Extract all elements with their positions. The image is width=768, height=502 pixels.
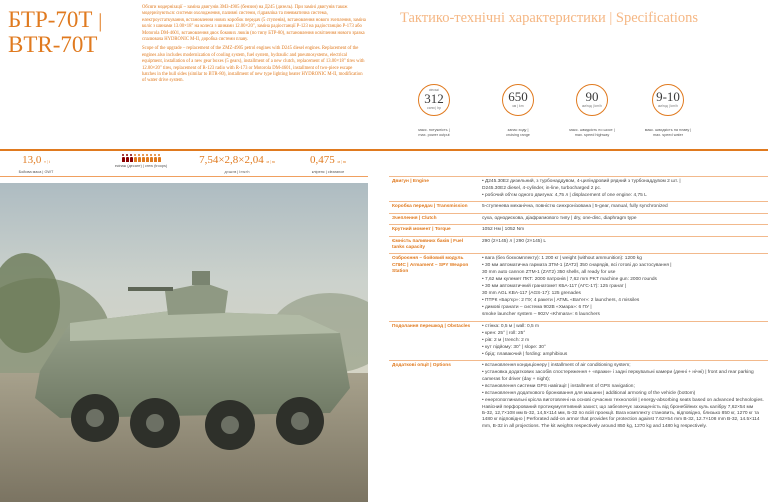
spec-value bbox=[479, 202, 768, 212]
spec-circle-label-en: max. speed water bbox=[653, 133, 683, 137]
spec-line: • вага (без боєкомплекту): 1 200 кг | weight (without ammunition): 1200 kg bbox=[482, 256, 642, 262]
spec-line: • встановлення системи GPS навігації | installment of GPS navigation; bbox=[482, 383, 635, 389]
spec-value bbox=[479, 214, 768, 224]
stats-bottom-rule bbox=[0, 176, 368, 177]
troop-person-icon bbox=[146, 154, 149, 162]
stat-clearance-unit: м | m bbox=[337, 159, 346, 164]
spec-line: • кут підйому: 30° | slope: 30° bbox=[482, 344, 546, 350]
spec-row bbox=[389, 253, 768, 320]
spec-row bbox=[389, 360, 768, 432]
stat-dimensions-value: 7,54×2,8×2,04 bbox=[199, 154, 264, 166]
stat-crew-label: екіпаж (десант) | crew (troops) bbox=[114, 164, 168, 168]
troop-person-icon bbox=[134, 154, 137, 162]
spec-line: • ПТРК «Бар'єр»: 2 ПУ, 4 ракети | ATML «Bar'er»: 2 launchers, 4 missiles bbox=[482, 298, 640, 304]
title-en: BTR-70T bbox=[8, 32, 98, 57]
btr-vehicle-image bbox=[0, 183, 368, 502]
stat-clearance-value: 0,475 bbox=[310, 154, 335, 166]
spec-key: Зчеплення | Clutch bbox=[392, 215, 437, 221]
stat-weight-unit: т | t bbox=[44, 159, 50, 164]
spec-value bbox=[479, 361, 768, 432]
spec-line: • встановлення кондиціонеру | installment of air conditioning system; bbox=[482, 363, 631, 369]
spec-line: • рів: 2 м | trench: 2 m bbox=[482, 337, 530, 343]
troop-person-icon bbox=[138, 154, 141, 162]
stat-crew bbox=[96, 154, 186, 168]
stat-dimensions-unit: м | m bbox=[266, 159, 275, 164]
spec-value bbox=[479, 322, 768, 360]
spec-circle-value: 650 bbox=[508, 89, 528, 104]
spec-heading: Тактико-технічні характеристики | Specifications bbox=[400, 10, 699, 26]
spec-value bbox=[479, 177, 768, 201]
crew-person-icon bbox=[126, 154, 129, 162]
stat-clearance bbox=[296, 154, 360, 174]
spec-key: Ємність паливних баків | Fuel tanks capacity bbox=[392, 238, 464, 251]
spec-row bbox=[389, 176, 768, 201]
spec-value bbox=[479, 225, 768, 235]
spec-circle-unit: км | km bbox=[512, 104, 524, 108]
stat-dimensions-label: д×ш×в | l×w×h bbox=[224, 170, 250, 174]
spec-line: • димові гранати – система 902В «Хмара»: 6 ПУ | bbox=[482, 305, 592, 311]
spec-circle-unit: км/год | km/h bbox=[582, 104, 602, 108]
spec-row bbox=[389, 236, 768, 254]
troop-person-icon bbox=[158, 154, 161, 162]
spec-circle-value: 312 bbox=[424, 91, 444, 106]
spec-line: 30 mm auto cannon ZTM-1 (ZAT2) 350 shells, all ready for use bbox=[482, 270, 616, 276]
spec-line: • 30 мм автоматичний гранатомет КБА-117 (АГС-17): 125 гранат | bbox=[482, 284, 627, 290]
spec-line: • Д245.30Е2 дизельний, з турбонаддувом, 4-циліндровий рядний з турбонаддувом 2 шт. | bbox=[482, 179, 681, 184]
crew-person-icon bbox=[122, 154, 125, 162]
spec-row bbox=[389, 321, 768, 360]
spec-line: • енергопоглинальні крісла виготовлені на основі сучасних технологій | energy-absorbing seats based on advanced technologies. bbox=[482, 397, 764, 403]
spec-circle-label-en: max. speed highway bbox=[574, 133, 610, 137]
troop-person-icon bbox=[150, 154, 153, 162]
spec-line: 1052 Нм | 1052 Nm bbox=[482, 227, 525, 233]
spec-circle-label bbox=[562, 128, 622, 138]
page-title bbox=[8, 8, 128, 57]
spec-line: 30 mm AGL KBA-117 (AGS-17): 125 grenades bbox=[482, 291, 581, 297]
spec-line: • встановлення додаткового бронювання для машини | additional armoring of the vehicle (bottom) bbox=[482, 390, 696, 396]
description-ua: Обсяги модернізації – заміна двигунів ЗМЗ-4905 (бензин) на Д245 (дизель). При заміні двигунів також модернізуються: системи охолодження, паливні системи, гідравліка та пневматична система, електроустаткування, встановлення нових коробок передач (5 ступенів), встановлення нового зчеплення, заміна коліс з шинами 13.00×18" на колеса з шинами 12.00×20", заміна радіостанції Р-123 на радіостанцію Р-173 або Motorola DM-4601, встановлення двох бокових люків (по типу БТР-80), встановлення освітлення нового зразка спалювача HYDRONIC M-II, доробка системи плаву. bbox=[142, 5, 366, 43]
spec-circle-label-ua: макс. потужність | bbox=[418, 128, 450, 132]
spec-key: Крутний момент | Torque bbox=[392, 227, 451, 233]
troop-person-icon bbox=[154, 154, 157, 162]
spec-line: • установка додаткових засобів спостереження + «вражи» і задні перкувальні камери (денні + нічні) | front and rear parking cameras for driver (day + night); bbox=[482, 370, 754, 382]
troop-person-icon bbox=[142, 154, 145, 162]
title-ua: БТР-70Т bbox=[8, 7, 93, 32]
spec-circle-label-ua: запас ходу | bbox=[507, 128, 529, 132]
spec-line: • 30 мм автоматична гармата ЗТМ-1 (ZAT2) 350 снарядів, всі готові до застосування | bbox=[482, 263, 672, 269]
spec-key: Подолання перешкод | Obstacles bbox=[392, 323, 471, 329]
spec-circle-label bbox=[404, 128, 464, 138]
spec-circle-label-ua: макс. швидкість на плаву | bbox=[644, 128, 692, 132]
spec-circle-label bbox=[488, 128, 548, 138]
spec-circle-label bbox=[638, 128, 698, 138]
spec-key: Коробка передач | Transmission bbox=[392, 204, 468, 210]
spec-line: Навісний перфорований протикумулятивний захист, що забезпечує захищеність від бронебійних куль калібру 7,62×54 мм Б-32, 12,7×108 мм Б-32, 14,5×114 мм, Б-32 по всій проекції. Вага комплекту становить, відповідно, близько 850 кг, 1270 кг та 1480 кг відповідно | Perforated add-on armor that provides for protection against 7.62×54 mm B-32, 12.7×108 mm B-32, 14.5×114 mm, B-32 in all projections. The kit weights respectively around 850 kg, 1270 kg and 1480 kg respectively. bbox=[482, 404, 760, 429]
title-separator: | bbox=[98, 10, 103, 32]
spec-row bbox=[389, 224, 768, 235]
spec-key: Додаткові опції | Options bbox=[392, 363, 451, 369]
spec-table bbox=[389, 176, 768, 432]
spec-line: • робочий об'єм одного двигуна: 4,75 л | displacement of one engine: 4,75 L bbox=[482, 193, 647, 198]
spec-circle-unit: сили | hp bbox=[427, 106, 441, 110]
spec-row bbox=[389, 213, 768, 224]
spec-line: суха, однодискова, діафрагмового типу | dry, one-disc, diaphragm type bbox=[482, 215, 637, 221]
spec-circle-label-en: cruising range bbox=[506, 133, 530, 137]
stat-weight bbox=[6, 154, 66, 174]
stat-dimensions bbox=[192, 154, 282, 174]
spec-circle-unit: км/год | km/h bbox=[658, 104, 678, 108]
stat-clearance-label: кліренс | clearance bbox=[311, 170, 345, 174]
spec-circle-value: 90 bbox=[585, 89, 599, 104]
spec-line: smoke launcher system – 902V «Khmara»: 6 launchers bbox=[482, 312, 600, 318]
spec-line: 5-ступенева механічна, повністю синхронізована | 5-gear, manual, fully synchronized bbox=[482, 204, 668, 210]
spec-key: Двигун | Engine bbox=[392, 179, 429, 184]
spec-value bbox=[479, 254, 768, 320]
description-en: Scope of the upgrade – replacement of the ZMZ-4905 petrol engines with D245 diesel engines. Replacement of the engines also includes modernization of cooling system, fuel system, hydraulic and pneumosystems, electrical equipment, installation of a new gear boxes (5 gears), installment of a new clutch, replacement of 13.00×18" tires with 12.00×20" tires, replacement of R-123 radio with R-173 or Motorola DM-4601, installment of two-piece escape hatches in the hull sides (similar to BTR-80), installment of new type lighting heater HYDRONIC M-II, modification of water drive system. bbox=[142, 46, 365, 84]
spec-circle bbox=[502, 84, 534, 116]
spec-line: • крен: 25° | roll: 25° bbox=[482, 330, 526, 336]
stat-weight-label: Бойова маса | GWT bbox=[18, 170, 54, 174]
spec-circle bbox=[418, 84, 450, 116]
spec-circle-top: кінські bbox=[429, 88, 439, 92]
spec-circle-label-en: max. power output bbox=[418, 133, 450, 137]
stat-weight-value: 13,0 bbox=[22, 154, 42, 166]
crew-icons bbox=[96, 154, 186, 162]
spec-key: Озброєння – бойовий модуль СПИС | Armament – SPY Weapon Station bbox=[392, 256, 469, 275]
stats-top-rule bbox=[0, 149, 768, 151]
spec-line: 290 (2×145) л | 290 (2×145) L bbox=[482, 238, 547, 244]
spec-line: • стінка: 0,5 м | wall: 0,5 m bbox=[482, 323, 539, 329]
spec-line: • брід: плаваючий | fording: amphibious bbox=[482, 351, 568, 357]
spec-circle bbox=[652, 84, 684, 116]
spec-circle bbox=[576, 84, 608, 116]
spec-line: • 7,62 мм кулемет ПКТ: 2000 патронів | 7,62 mm PKT machine gun: 2000 rounds bbox=[482, 277, 657, 283]
spec-value bbox=[479, 237, 768, 254]
vehicle-photo bbox=[0, 183, 368, 502]
crew-person-icon bbox=[130, 154, 133, 162]
description bbox=[142, 5, 367, 85]
spec-row bbox=[389, 201, 768, 212]
spec-circle-value: 9-10 bbox=[656, 89, 680, 104]
spec-line: D245.30E2 diesel, 4-cylinder, in-line, turbocharged 2 pc. bbox=[482, 186, 602, 191]
spec-circle-label-ua: макс. швидкість по шосе | bbox=[569, 128, 615, 132]
